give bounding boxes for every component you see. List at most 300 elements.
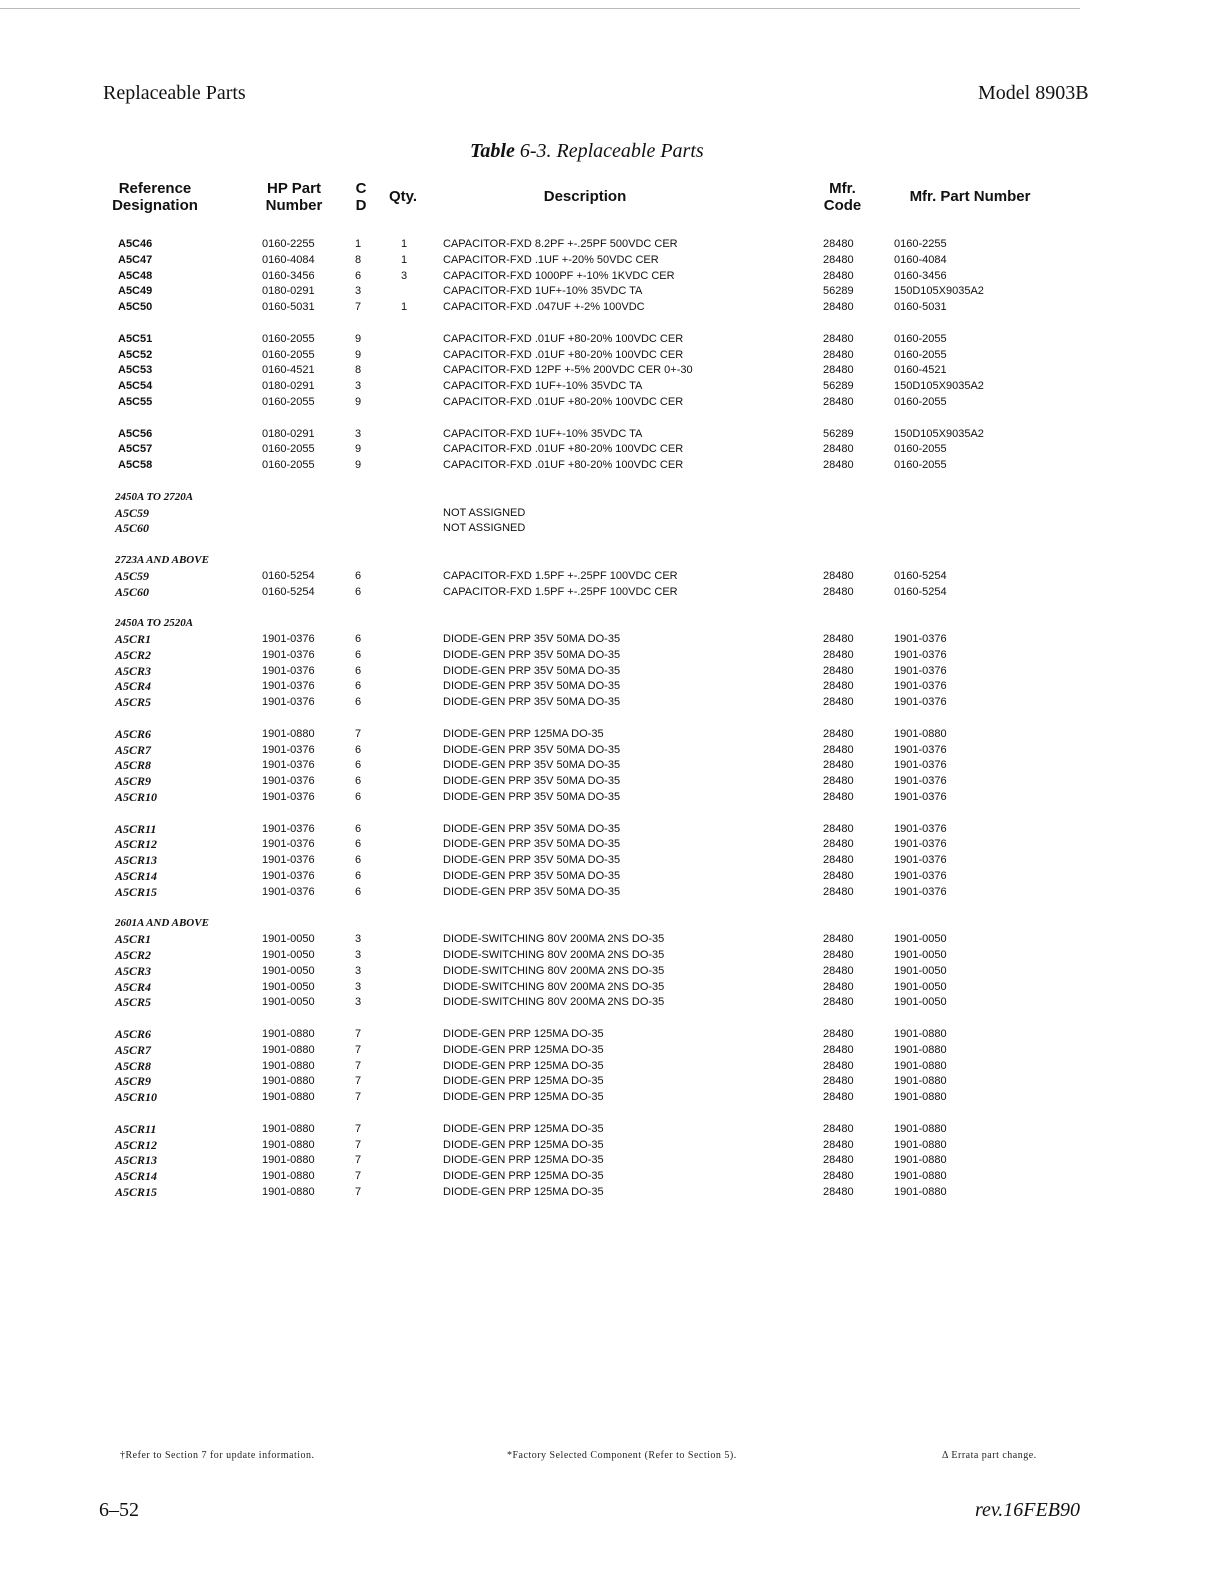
hp-part-number-cell: 0180-0291	[262, 380, 315, 393]
cd-cell: 6	[355, 743, 362, 756]
description-cell: NOT ASSIGNED	[443, 522, 526, 535]
reference-designation-cell: A5CR15	[115, 884, 158, 899]
mfr-part-number-cell: 150D105X9035A2	[894, 380, 984, 393]
mfr-code-cell: 28480	[823, 1075, 854, 1088]
mfr-part-number-cell: 1901-0376	[894, 743, 947, 756]
reference-designation-cell: A5C53	[118, 364, 153, 377]
cd-cell: 9	[355, 396, 362, 408]
mfr-part-number-cell: 1901-0376	[894, 648, 947, 661]
mfr-code-cell: 28480	[823, 253, 854, 266]
cd-cell: 6	[355, 759, 362, 772]
table-title-word: Table	[470, 140, 515, 162]
reference-designation-cell: A5CR11	[115, 821, 157, 836]
hp-part-number-cell: 1901-0376	[262, 680, 315, 693]
reference-designation-cell: A5CR9	[115, 1074, 152, 1089]
description-cell: DIODE-GEN PRP 125MA DO-35	[443, 1122, 604, 1135]
mfr-code-cell: 56289	[823, 427, 854, 440]
cd-cell: 6	[355, 696, 362, 709]
hp-part-number-cell: 1901-0376	[262, 633, 315, 645]
description-cell: DIODE-SWITCHING 80V 200MA 2NS DO-35	[443, 949, 665, 961]
reference-designation-cell: A5CR2	[115, 948, 152, 962]
cd-cell: 3	[355, 949, 362, 961]
reference-designation-cell: A5CR9	[115, 774, 152, 789]
mfr-part-number-cell: 150D105X9035A2	[894, 427, 984, 440]
description-cell: DIODE-SWITCHING 80V 200MA 2NS DO-35	[443, 933, 665, 946]
mfr-code-cell: 28480	[823, 933, 854, 946]
column-header-mfr-code-line2: Code	[823, 197, 862, 214]
description-cell: CAPACITOR-FXD 12PF +-5% 200VDC CER 0+-30	[443, 364, 693, 377]
description-cell: DIODE-GEN PRP 125MA DO-35	[443, 1170, 604, 1183]
hp-part-number-cell: 1901-0880	[262, 1059, 315, 1072]
serial-group-label: 2723A AND ABOVE	[115, 554, 209, 566]
description-cell: DIODE-GEN PRP 35V 50MA DO-35	[443, 664, 621, 677]
qty-cell: 1	[401, 301, 408, 314]
reference-designation-cell: A5CR14	[115, 1169, 158, 1184]
cd-cell: 3	[355, 964, 362, 977]
mfr-part-number-cell: 1901-0880	[894, 1075, 947, 1088]
hp-part-number-cell: 1901-0880	[262, 1028, 315, 1040]
reference-designation-cell: A5C49	[118, 285, 153, 298]
mfr-code-cell: 28480	[823, 364, 854, 377]
column-header-hp-part	[258, 180, 330, 214]
mfr-part-number-cell: 1901-0880	[894, 1170, 947, 1183]
mfr-code-cell: 28480	[823, 980, 854, 993]
reference-designation-cell: A5CR7	[115, 742, 152, 757]
description-cell: CAPACITOR-FXD .1UF +-20% 50VDC CER	[443, 253, 659, 266]
cd-cell: 1	[355, 238, 362, 250]
hp-part-number-cell: 1901-0376	[262, 870, 315, 882]
description-cell: DIODE-GEN PRP 35V 50MA DO-35	[443, 822, 621, 835]
cd-cell: 3	[355, 285, 362, 298]
footnote-update-info: †Refer to Section 7 for update information.	[120, 1450, 315, 1461]
footnote-errata: Δ Errata part change.	[942, 1450, 1037, 1461]
description-cell: CAPACITOR-FXD 8.2PF +-.25PF 500VDC CER	[443, 238, 678, 250]
cd-cell: 6	[355, 648, 362, 661]
reference-designation-cell: A5CR5	[115, 695, 152, 710]
mfr-part-number-cell: 1901-0880	[894, 1091, 947, 1104]
mfr-code-cell: 28480	[823, 396, 854, 408]
description-cell: DIODE-GEN PRP 35V 50MA DO-35	[443, 775, 621, 788]
reference-designation-cell: A5C51	[118, 332, 153, 345]
reference-designation-cell: A5C50	[118, 301, 153, 314]
hp-part-number-cell: 1901-0050	[262, 949, 315, 961]
mfr-code-cell: 28480	[823, 1170, 854, 1183]
mfr-code-cell: 28480	[823, 1122, 854, 1135]
reference-designation-cell: A5CR6	[115, 726, 152, 741]
description-cell: DIODE-GEN PRP 35V 50MA DO-35	[443, 759, 621, 772]
cd-cell: 7	[355, 1122, 362, 1135]
description-cell: DIODE-GEN PRP 35V 50MA DO-35	[443, 870, 621, 882]
reference-designation-cell: A5CR10	[115, 1090, 158, 1105]
mfr-code-cell: 28480	[823, 1138, 854, 1151]
reference-designation-cell: A5CR2	[115, 647, 152, 662]
description-cell: DIODE-SWITCHING 80V 200MA 2NS DO-35	[443, 980, 665, 993]
mfr-code-cell: 28480	[823, 348, 854, 361]
reference-designation-cell: A5C59	[115, 505, 150, 520]
mfr-part-number-cell: 1901-0050	[894, 949, 947, 961]
mfr-code-cell: 28480	[823, 775, 854, 788]
mfr-code-cell: 28480	[823, 854, 854, 867]
reference-designation-cell: A5CR1	[115, 632, 152, 646]
hp-part-number-cell: 1901-0376	[262, 854, 315, 867]
reference-designation-cell: A5CR13	[115, 1153, 158, 1168]
mfr-part-number-cell: 1901-0050	[894, 980, 947, 993]
mfr-part-number-cell: 0160-2055	[894, 443, 947, 456]
description-cell: DIODE-GEN PRP 125MA DO-35	[443, 727, 604, 740]
description-cell: DIODE-GEN PRP 35V 50MA DO-35	[443, 791, 621, 803]
reference-designation-cell: A5CR6	[115, 1027, 152, 1041]
description-cell: CAPACITOR-FXD .01UF +80-20% 100VDC CER	[443, 396, 684, 408]
cd-cell: 3	[355, 427, 362, 440]
description-cell: DIODE-GEN PRP 35V 50MA DO-35	[443, 885, 621, 898]
reference-designation-cell: A5C59	[115, 568, 150, 583]
mfr-part-number-cell: 1901-0376	[894, 759, 947, 772]
cd-cell: 7	[355, 1028, 362, 1040]
qty-cell: 3	[401, 269, 408, 282]
mfr-part-number-cell: 1901-0376	[894, 885, 947, 898]
mfr-code-cell: 28480	[823, 838, 854, 851]
hp-part-number-cell: 1901-0376	[262, 743, 315, 756]
column-header-cd	[350, 180, 372, 214]
hp-part-number-cell: 1901-0880	[262, 1091, 315, 1104]
hp-part-number-cell: 0160-2255	[262, 238, 315, 250]
cd-cell: 7	[355, 1154, 362, 1167]
mfr-code-cell: 28480	[823, 791, 854, 803]
cd-cell: 6	[355, 854, 362, 867]
description-cell: CAPACITOR-FXD .01UF +80-20% 100VDC CER	[443, 348, 684, 361]
description-cell: NOT ASSIGNED	[443, 506, 526, 519]
mfr-code-cell: 28480	[823, 1091, 854, 1104]
mfr-part-number-cell: 150D105X9035A2	[894, 285, 984, 298]
description-cell: DIODE-SWITCHING 80V 200MA 2NS DO-35	[443, 996, 665, 1009]
cd-cell: 9	[355, 443, 362, 456]
mfr-part-number-cell: 1901-0050	[894, 996, 947, 1009]
hp-part-number-cell: 1901-0880	[262, 727, 315, 740]
mfr-part-number-cell: 1901-0376	[894, 775, 947, 788]
description-cell: DIODE-GEN PRP 35V 50MA DO-35	[443, 648, 621, 661]
mfr-code-cell: 28480	[823, 885, 854, 898]
mfr-part-number-cell: 0160-2055	[894, 396, 947, 408]
header-section-title: Replaceable Parts	[103, 82, 246, 104]
reference-designation-cell: A5CR8	[115, 1058, 152, 1073]
cd-cell: 6	[355, 633, 362, 645]
hp-part-number-cell: 0160-2055	[262, 332, 315, 345]
reference-designation-cell: A5CR14	[115, 869, 158, 883]
description-cell: DIODE-GEN PRP 125MA DO-35	[443, 1154, 604, 1167]
reference-designation-cell: A5CR7	[115, 1042, 152, 1057]
cd-cell: 6	[355, 569, 362, 582]
hp-part-number-cell: 1901-0880	[262, 1075, 315, 1088]
description-cell: DIODE-GEN PRP 35V 50MA DO-35	[443, 743, 621, 756]
reference-designation-cell: A5C57	[118, 443, 153, 456]
mfr-part-number-cell: 0160-5254	[894, 585, 947, 598]
cd-cell: 9	[355, 332, 362, 345]
serial-group-label: 2601A AND ABOVE	[115, 917, 209, 930]
cd-cell: 8	[355, 364, 362, 377]
description-cell: DIODE-GEN PRP 35V 50MA DO-35	[443, 680, 621, 693]
mfr-code-cell: 28480	[823, 569, 854, 582]
hp-part-number-cell: 1901-0050	[262, 933, 315, 946]
description-cell: CAPACITOR-FXD 1UF+-10% 35VDC TA	[443, 285, 643, 298]
description-cell: CAPACITOR-FXD 1UF+-10% 35VDC TA	[443, 380, 643, 393]
reference-designation-cell: A5CR3	[115, 963, 152, 978]
mfr-part-number-cell: 1901-0376	[894, 838, 947, 851]
hp-part-number-cell: 0180-0291	[262, 427, 315, 440]
description-cell: CAPACITOR-FXD .01UF +80-20% 100VDC CER	[443, 459, 684, 472]
mfr-code-cell: 28480	[823, 443, 854, 456]
mfr-code-cell: 28480	[823, 964, 854, 977]
reference-designation-cell: A5CR3	[115, 663, 152, 678]
hp-part-number-cell: 1901-0880	[262, 1186, 315, 1198]
column-header-reference-line2: Designation	[112, 197, 198, 214]
mfr-part-number-cell: 0160-5031	[894, 301, 947, 314]
cd-cell: 6	[355, 870, 362, 882]
hp-part-number-cell: 1901-0376	[262, 885, 315, 898]
reference-designation-cell: A5C46	[118, 238, 153, 250]
description-cell: DIODE-GEN PRP 125MA DO-35	[443, 1028, 604, 1040]
description-cell: DIODE-GEN PRP 125MA DO-35	[443, 1059, 604, 1072]
description-cell: CAPACITOR-FXD 1UF+-10% 35VDC TA	[443, 427, 643, 440]
mfr-part-number-cell: 0160-2055	[894, 459, 947, 472]
mfr-code-cell: 28480	[823, 664, 854, 677]
reference-designation-cell: A5C47	[118, 253, 153, 266]
description-cell: DIODE-GEN PRP 35V 50MA DO-35	[443, 696, 621, 709]
footnote-factory-selected: *Factory Selected Component (Refer to Section 5).	[507, 1450, 737, 1461]
serial-group-label: 2450A TO 2720A	[115, 490, 194, 503]
hp-part-number-cell: 1901-0376	[262, 696, 315, 709]
mfr-part-number-cell: 1901-0880	[894, 1186, 947, 1198]
cd-cell: 6	[355, 885, 362, 898]
reference-designation-cell: A5CR12	[115, 1137, 158, 1152]
table-title	[470, 140, 704, 163]
mfr-code-cell: 56289	[823, 285, 854, 298]
description-cell: CAPACITOR-FXD .047UF +-2% 100VDC	[443, 301, 645, 314]
page-number: 6–52	[99, 1499, 139, 1521]
cd-cell: 7	[355, 1170, 362, 1183]
column-header-description: Description	[543, 188, 627, 205]
reference-designation-cell: A5CR4	[115, 979, 152, 994]
mfr-code-cell: 28480	[823, 996, 854, 1009]
cd-cell: 6	[355, 791, 362, 803]
mfr-code-cell: 28480	[823, 680, 854, 693]
mfr-part-number-cell: 1901-0376	[894, 696, 947, 709]
mfr-code-cell: 28480	[823, 1154, 854, 1167]
column-header-hp-part-line2: Number	[265, 197, 323, 214]
cd-cell: 3	[355, 996, 362, 1009]
mfr-code-cell: 28480	[823, 1043, 854, 1056]
mfr-code-cell: 28480	[823, 1059, 854, 1072]
reference-designation-cell: A5CR5	[115, 995, 152, 1010]
cd-cell: 7	[355, 301, 362, 314]
hp-part-number-cell: 1901-0376	[262, 838, 315, 851]
hp-part-number-cell: 1901-0050	[262, 996, 315, 1009]
qty-cell: 1	[401, 253, 408, 266]
cd-cell: 3	[355, 380, 362, 393]
cd-cell: 7	[355, 1043, 362, 1056]
description-cell: DIODE-GEN PRP 35V 50MA DO-35	[443, 633, 621, 645]
cd-cell: 9	[355, 459, 362, 472]
column-header-mfr-code	[815, 180, 870, 214]
mfr-code-cell: 28480	[823, 459, 854, 472]
hp-part-number-cell: 1901-0376	[262, 822, 315, 835]
column-header-hp-part-line1: HP Part	[267, 180, 321, 197]
mfr-part-number-cell: 1901-0880	[894, 1122, 947, 1135]
cd-cell: 9	[355, 348, 362, 361]
column-header-reference	[105, 180, 205, 214]
hp-part-number-cell: 1901-0376	[262, 791, 315, 803]
hp-part-number-cell: 0160-2055	[262, 348, 315, 361]
mfr-code-cell: 28480	[823, 238, 854, 250]
reference-designation-cell: A5C56	[118, 427, 153, 440]
mfr-part-number-cell: 0160-4521	[894, 364, 947, 377]
mfr-part-number-cell: 1901-0376	[894, 854, 947, 867]
cd-cell: 6	[355, 775, 362, 788]
mfr-part-number-cell: 1901-0376	[894, 680, 947, 693]
cd-cell: 7	[355, 727, 362, 740]
column-header-cd-line2: D	[355, 197, 367, 214]
reference-designation-cell: A5CR1	[115, 932, 152, 947]
hp-part-number-cell: 0160-3456	[262, 269, 315, 282]
mfr-part-number-cell: 1901-0376	[894, 791, 947, 803]
column-header-qty: Qty.	[388, 188, 418, 205]
hp-part-number-cell: 0160-2055	[262, 459, 315, 472]
reference-designation-cell: A5C58	[118, 459, 153, 472]
mfr-part-number-cell: 1901-0880	[894, 1154, 947, 1167]
hp-part-number-cell: 1901-0880	[262, 1154, 315, 1167]
column-header-mfr-code-line1: Mfr.	[829, 180, 856, 197]
cd-cell: 3	[355, 980, 362, 993]
mfr-code-cell: 28480	[823, 332, 854, 345]
cd-cell: 6	[355, 585, 362, 598]
mfr-part-number-cell: 1901-0880	[894, 727, 947, 740]
top-rule	[0, 8, 1080, 9]
description-cell: DIODE-GEN PRP 35V 50MA DO-35	[443, 854, 621, 867]
cd-cell: 8	[355, 253, 362, 266]
hp-part-number-cell: 1901-0880	[262, 1043, 315, 1056]
cd-cell: 7	[355, 1091, 362, 1104]
mfr-code-cell: 28480	[823, 585, 854, 598]
reference-designation-cell: A5C52	[118, 348, 153, 361]
reference-designation-cell: A5CR4	[115, 679, 152, 694]
mfr-code-cell: 28480	[823, 949, 854, 961]
hp-part-number-cell: 0160-4521	[262, 364, 315, 377]
hp-part-number-cell: 1901-0880	[262, 1170, 315, 1183]
mfr-part-number-cell: 1901-0050	[894, 964, 947, 977]
mfr-code-cell: 28480	[823, 743, 854, 756]
mfr-code-cell: 28480	[823, 269, 854, 282]
serial-group-label: 2450A TO 2520A	[115, 617, 194, 630]
hp-part-number-cell: 1901-0376	[262, 759, 315, 772]
description-cell: DIODE-GEN PRP 125MA DO-35	[443, 1075, 604, 1088]
cd-cell: 3	[355, 933, 362, 946]
mfr-part-number-cell: 0160-2255	[894, 238, 947, 250]
hp-part-number-cell: 0180-0291	[262, 285, 315, 298]
mfr-part-number-cell: 1901-0880	[894, 1138, 947, 1151]
mfr-code-cell: 28480	[823, 822, 854, 835]
mfr-part-number-cell: 1901-0376	[894, 870, 947, 882]
hp-part-number-cell: 1901-0880	[262, 1138, 315, 1151]
column-header-mfr-part-number: Mfr. Part Number	[909, 188, 1031, 205]
reference-designation-cell: A5C60	[115, 521, 150, 536]
mfr-part-number-cell: 0160-3456	[894, 269, 947, 282]
hp-part-number-cell: 1901-0376	[262, 775, 315, 788]
revision-date: rev.16FEB90	[975, 1499, 1080, 1521]
mfr-part-number-cell: 1901-0880	[894, 1059, 947, 1072]
mfr-code-cell: 28480	[823, 696, 854, 709]
hp-part-number-cell: 1901-0376	[262, 648, 315, 661]
mfr-code-cell: 28480	[823, 870, 854, 882]
description-cell: DIODE-GEN PRP 125MA DO-35	[443, 1186, 604, 1198]
cd-cell: 6	[355, 838, 362, 851]
description-cell: CAPACITOR-FXD 1.5PF +-.25PF 100VDC CER	[443, 585, 678, 598]
description-cell: CAPACITOR-FXD .01UF +80-20% 100VDC CER	[443, 443, 684, 456]
cd-cell: 6	[355, 680, 362, 693]
cd-cell: 7	[355, 1138, 362, 1151]
header-model: Model 8903B	[978, 82, 1089, 104]
hp-part-number-cell: 1901-0050	[262, 964, 315, 977]
description-cell: CAPACITOR-FXD .01UF +80-20% 100VDC CER	[443, 332, 684, 345]
reference-designation-cell: A5C60	[115, 584, 150, 599]
mfr-code-cell: 28480	[823, 648, 854, 661]
reference-designation-cell: A5CR8	[115, 758, 152, 773]
mfr-part-number-cell: 0160-5254	[894, 569, 947, 582]
mfr-code-cell: 28480	[823, 759, 854, 772]
hp-part-number-cell: 0160-2055	[262, 396, 315, 408]
reference-designation-cell: A5C54	[118, 380, 153, 393]
reference-designation-cell: A5CR15	[115, 1185, 158, 1199]
mfr-code-cell: 28480	[823, 633, 854, 645]
mfr-part-number-cell: 1901-0050	[894, 933, 947, 946]
cd-cell: 7	[355, 1059, 362, 1072]
description-cell: DIODE-GEN PRP 125MA DO-35	[443, 1043, 604, 1056]
hp-part-number-cell: 0160-2055	[262, 443, 315, 456]
mfr-part-number-cell: 0160-2055	[894, 348, 947, 361]
description-cell: DIODE-GEN PRP 125MA DO-35	[443, 1138, 604, 1151]
reference-designation-cell: A5C55	[118, 396, 153, 408]
cd-cell: 7	[355, 1186, 362, 1198]
reference-designation-cell: A5CR12	[115, 837, 158, 852]
hp-part-number-cell: 0160-5254	[262, 569, 315, 582]
reference-designation-cell: A5CR11	[115, 1121, 157, 1136]
hp-part-number-cell: 1901-0050	[262, 980, 315, 993]
mfr-part-number-cell: 1901-0376	[894, 633, 947, 645]
mfr-code-cell: 28480	[823, 1186, 854, 1198]
cd-cell: 7	[355, 1075, 362, 1088]
mfr-code-cell: 56289	[823, 380, 854, 393]
mfr-part-number-cell: 1901-0376	[894, 664, 947, 677]
reference-designation-cell: A5C48	[118, 269, 153, 282]
hp-part-number-cell: 0160-5031	[262, 301, 315, 314]
mfr-part-number-cell: 1901-0880	[894, 1043, 947, 1056]
hp-part-number-cell: 0160-4084	[262, 253, 315, 266]
reference-designation-cell: A5CR13	[115, 853, 158, 868]
description-cell: DIODE-SWITCHING 80V 200MA 2NS DO-35	[443, 964, 665, 977]
mfr-part-number-cell: 0160-4084	[894, 253, 947, 266]
column-header-reference-line1: Reference	[118, 180, 192, 197]
qty-cell: 1	[401, 238, 408, 250]
hp-part-number-cell: 1901-0376	[262, 664, 315, 677]
mfr-part-number-cell: 1901-0376	[894, 822, 947, 835]
description-cell: DIODE-GEN PRP 35V 50MA DO-35	[443, 838, 621, 851]
cd-cell: 6	[355, 269, 362, 282]
description-cell: CAPACITOR-FXD 1.5PF +-.25PF 100VDC CER	[443, 569, 678, 582]
table-title-rest: 6-3. Replaceable Parts	[514, 140, 704, 162]
cd-cell: 6	[355, 822, 362, 835]
mfr-code-cell: 28480	[823, 727, 854, 740]
description-cell: DIODE-GEN PRP 125MA DO-35	[443, 1091, 604, 1104]
mfr-code-cell: 28480	[823, 301, 854, 314]
mfr-part-number-cell: 1901-0880	[894, 1028, 947, 1040]
